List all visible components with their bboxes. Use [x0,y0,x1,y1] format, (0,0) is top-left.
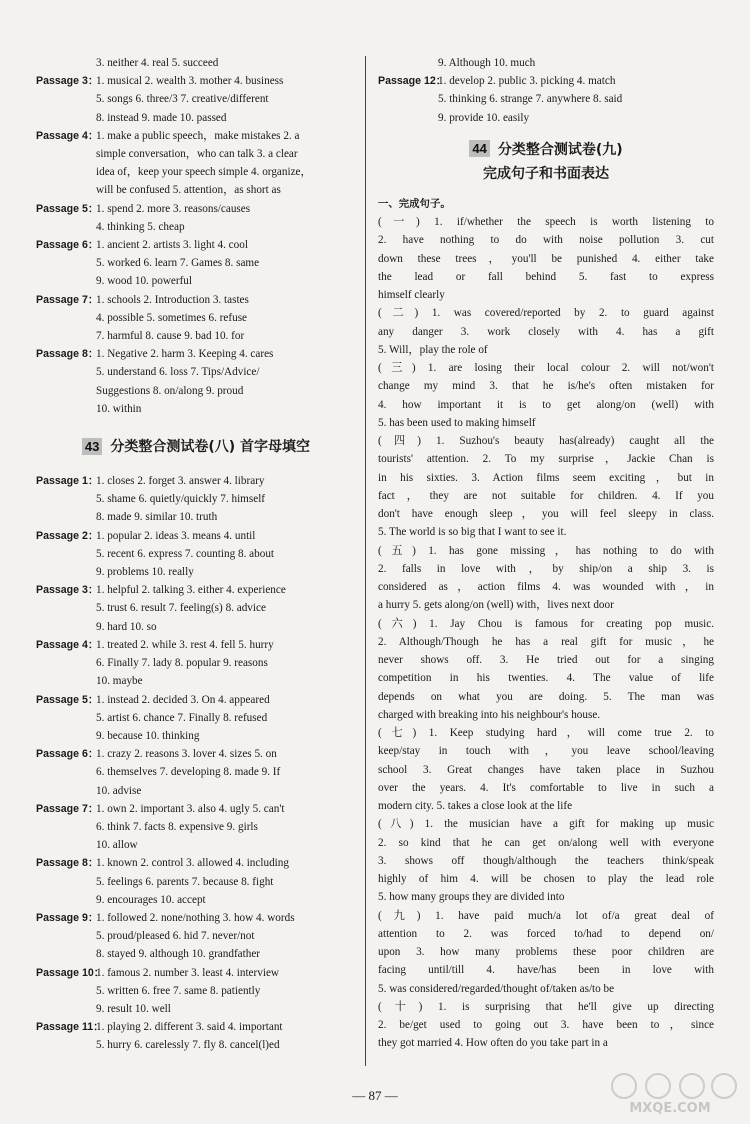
answer-text: 1. make a public speech，make mistakes 2. a [96,129,300,142]
passage-label: Passage 7： [36,802,99,815]
answer-text: 4. possible 5. sometimes 6. refuse [96,311,248,324]
answer-line: (九) 1. have paid much/a lot of/a great deal of [378,909,714,922]
right-column [378,54,714,1053]
answer-line: 2. have nothing to do with noise pollution 3. cut [378,234,714,247]
passage-label: Passage 11： [36,1021,104,1034]
answer-text: 5. shame 6. quietly/quickly 7. himself [96,493,266,506]
answer-text: 5. feelings 6. parents 7. because 8. fight [96,875,274,888]
passage-label: Passage 5： [36,693,99,706]
passage-entry [36,800,356,855]
passage-label: Passage 8： [36,348,99,361]
answer-text: 10. advise [96,784,142,797]
section-title-line2: 完成句子和书面表达 [483,165,609,182]
answer-line: (六) 1. Jay Chou is famous for creating pop music. [378,617,714,630]
passage-label: Passage 6： [36,748,99,761]
section-title: 分类整合测试卷(八) 首字母填空 [110,439,311,456]
passage-entry [36,581,356,636]
answer-text: 3. neither 4. real 5. succeed [96,57,219,69]
passage-label: Passage 3： [36,584,99,597]
answer-line: (四) 1. Suzhou's beauty has(already) caught all the [378,435,714,448]
answer-text: will be confused 5. attention，as short as [96,184,281,197]
passage-list-part2 [36,472,356,1055]
passage-entry [36,291,356,346]
answer-line: charged with breaking into his neighbour's house. [378,708,601,721]
answer-text: 8. stayed 9. although 10. grandfather [96,948,261,961]
passage-label: Passage 5： [36,202,99,215]
passage-label: Passage 2： [36,529,99,542]
answer-line: 5. has been used to making himself [378,416,536,429]
answer-line: any danger 3. work closely with 4. has a gift [378,325,714,338]
answer-text: 9. provide 10. easily [438,111,530,124]
passage-label: Passage 6： [36,239,99,252]
passage-label: Passage 12： [378,75,447,88]
answer-line: 3. shows off though/although the teachers think/speak [378,854,714,867]
answer-line: school 3. Great changes have taken place in Suzhou [378,763,714,776]
answer-text: 1. popular 2. ideas 3. means 4. until [96,529,256,542]
answer-line: (十) 1. is surprising that he'll give up directing [378,1000,714,1013]
answer-line: down these trees，you'll be punished 4. either take [378,252,714,265]
answer-text: 9. problems 10. really [96,566,194,579]
answer-text: 1. musical 2. wealth 3. mother 4. business [96,75,284,88]
answer-line: 5. was considered/regarded/thought of/taken as/to be [378,982,615,995]
answer-line: competition in his twenties. 4. The value of life [378,672,714,685]
passage-entry [36,636,356,691]
answer-text: 1. instead 2. decided 3. On 4. appeared [96,693,270,706]
answer-text: 1. spend 2. more 3. reasons/causes [96,202,251,215]
passage-entry [378,54,714,72]
answer-line: modern city. 5. takes a close look at the life [378,800,573,813]
answer-text: 10. maybe [96,675,143,688]
column-divider [365,56,366,1066]
passage-entry [36,854,356,909]
answer-line: never shows off. 3. He tried out for a singing [378,654,714,667]
answer-line: (一) 1. if/whether the speech is worth listening to [378,216,714,229]
passage-label: Passage 4： [36,638,99,651]
answer-text: 5. trust 6. result 7. feeling(s) 8. advice [96,602,266,615]
answer-text: 5. artist 6. chance 7. Finally 8. refused [96,711,268,724]
passage-entry [36,200,356,236]
answer-text: 9. encourages 10. accept [96,893,206,906]
passage-label: Passage 1： [36,475,99,488]
passage-entry [36,236,356,291]
watermark-logo [600,1068,740,1116]
answer-line: 5. how many groups they are divided into [378,891,565,904]
answer-line: over the years. 4. It's comfortable to live in such a [378,781,714,794]
answer-text: 6. think 7. facts 8. expensive 9. girls [96,820,258,833]
section-title-line1: 分类整合测试卷(九) [497,141,623,158]
answer-text: 1. closes 2. forget 3. answer 4. library [96,475,265,488]
answer-line: upon 3. how many problems these poor children are [378,946,714,959]
passage-entry [36,745,356,800]
page-number: — 87 — [352,1088,398,1103]
answer-line: they got married 4. How often do you take part in a [378,1037,608,1050]
answer-line: the lead or fall behind 5. fast to express [378,270,714,283]
answer-text: 5. proud/pleased 6. hid 7. never/not [96,930,255,943]
answer-text: 8. instead 9. made 10. passed [96,111,227,124]
passage-entry [36,345,356,418]
answer-line: (二) 1. was covered/reported by 2. to guard against [378,307,714,320]
answer-text: 9. because 10. thinking [96,729,200,742]
left-column [36,54,356,1055]
passage-label: Passage 3： [36,75,99,88]
answer-text: Suggestions 8. on/along 9. proud [96,384,244,397]
passage-label: Passage 4： [36,129,99,142]
answer-text: 1. crazy 2. reasons 3. lover 4. sizes 5. on [96,748,277,761]
passage-entry [378,72,714,127]
answer-text: 10. allow [96,839,138,852]
answer-line: himself clearly [378,289,445,302]
passage-entry [36,72,356,127]
passage-label: Passage 10： [36,966,105,979]
passage-list-continued [378,54,714,127]
answer-line: (八) 1. the musician have a gift for making up music [378,818,714,831]
passage-list-part1 [36,54,356,418]
answer-text: 9. Although 10. much [438,57,536,69]
section-number-badge: 43 [82,438,102,455]
answer-text: 5. thinking 6. strange 7. anywhere 8. said [438,93,623,106]
answer-text: 1. known 2. control 3. allowed 4. including [96,857,289,870]
answer-text: 1. helpful 2. talking 3. either 4. experience [96,584,286,597]
passage-entry [36,127,356,200]
answer-text: 9. wood 10. powerful [96,275,193,288]
answer-text: 1. treated 2. while 3. rest 4. fell 5. hurry [96,638,274,651]
answer-line: (七) 1. Keep studying hard，will come true 2. to [378,727,714,740]
answer-text: 9. hard 10. so [96,620,157,633]
answer-text: 5. recent 6. express 7. counting 8. about [96,547,275,560]
answer-text: 6. themselves 7. developing 8. made 9. If [96,766,281,779]
answer-line: facing until/till 4. have/has been in love with [378,964,714,977]
section-44-heading [378,139,714,183]
passage-entry [36,527,356,582]
answer-line: (五) 1. has gone missing，has nothing to do with [378,544,714,557]
answer-line: 4. how important it is to get along/on (well) with [378,398,714,411]
answer-text: 6. Finally 7. lady 8. popular 9. reasons [96,657,268,670]
answer-text: 1. own 2. important 3. also 4. ugly 5. can't [96,802,285,815]
answer-text: simple conversation，who can talk 3. a clear [96,148,298,161]
answer-line: 5. Will，play the role of [378,343,488,356]
answer-text: 1. ancient 2. artists 3. light 4. cool [96,239,248,252]
answer-text: 9. result 10. well [96,1002,171,1015]
answer-lines [378,213,714,1053]
answer-text: 1. playing 2. different 3. said 4. important [96,1021,283,1034]
answer-line: (三) 1. are losing their local colour 2. will not/won't [378,362,714,375]
passage-entry [36,472,356,527]
section-number-badge: 44 [469,140,489,157]
answer-line: 2. Although/Though he has a real gift for music，he [378,635,714,648]
answer-text: 5. understand 6. loss 7. Tips/Advice/ [96,366,260,379]
answer-line: fact，they are not suitable for children. 4. If you [378,489,714,502]
answer-line: keep/stay in touch with，you leave school/leaving [378,745,714,758]
passage-label: Passage 7： [36,293,99,306]
answer-line: 2. falls in love with，by ship/on a ship 3. is [378,562,714,575]
answer-line: tourists' attention. 2. To my surprise，Jackie Chan is [378,453,714,466]
passage-entry [36,691,356,746]
answer-text: 1. followed 2. none/nothing 3. how 4. words [96,911,295,924]
answer-text: idea of，keep your speech simple 4. organize， [96,166,312,179]
sentence-completion-answers [378,195,714,1053]
answer-text: 8. made 9. similar 10. truth [96,511,218,524]
answer-text: 1. schools 2. Introduction 3. tastes [96,293,249,306]
answer-line: highly of him 4. will be chosen to play the lead role [378,873,714,886]
section-43-heading [36,436,356,456]
answer-text: 1. Negative 2. harm 3. Keeping 4. cares [96,348,274,361]
passage-label: Passage 9： [36,911,99,924]
answer-line: considered as，action films 4. was wounded with，in [378,581,714,594]
answer-line: 2. be/get used to going out 3. have been to，since [378,1019,714,1032]
subsection-title: 一、完成句子。 [378,197,451,210]
watermark-text: MXQE.COM [629,1101,711,1116]
answer-text: 1. develop 2. public 3. picking 4. match [438,75,616,88]
answer-text: 5. written 6. free 7. same 8. patiently [96,984,261,997]
passage-entry [36,964,356,1019]
answer-text: 5. songs 6. three/3 7. creative/different [96,93,269,106]
answer-line: a hurry 5. gets along/on (well) with，lives next door [378,599,614,612]
answer-line: depends on what you are doing. 5. The man was [378,690,714,703]
answer-text: 7. harmful 8. cause 9. bad 10. for [96,330,245,343]
passage-entry [36,909,356,964]
answer-line: attention to 2. was forced to/had to depend on/ [378,927,714,940]
answer-line: change my mind 3. that he is/he's often mistaken for [378,380,714,393]
passage-label: Passage 8： [36,857,99,870]
passage-entry [36,1018,356,1054]
answer-text: 10. within [96,402,142,415]
answer-line: 2. so kind that he can get on/along well with everyone [378,836,714,849]
answer-line: in his sixties. 3. Action films seem exciting，but in [378,471,714,484]
answer-text: 5. hurry 6. carelessly 7. fly 8. cancel(l)ed [96,1039,280,1052]
passage-entry [36,54,356,72]
answer-text: 5. worked 6. learn 7. Games 8. same [96,257,260,270]
answer-text: 1. famous 2. number 3. least 4. interview [96,966,279,979]
answer-text: 4. thinking 5. cheap [96,220,185,233]
answer-line: don't have enough sleep，you will feel sleepy in class. [378,508,714,521]
answer-line: 5. The world is so big that I want to see it. [378,526,567,539]
